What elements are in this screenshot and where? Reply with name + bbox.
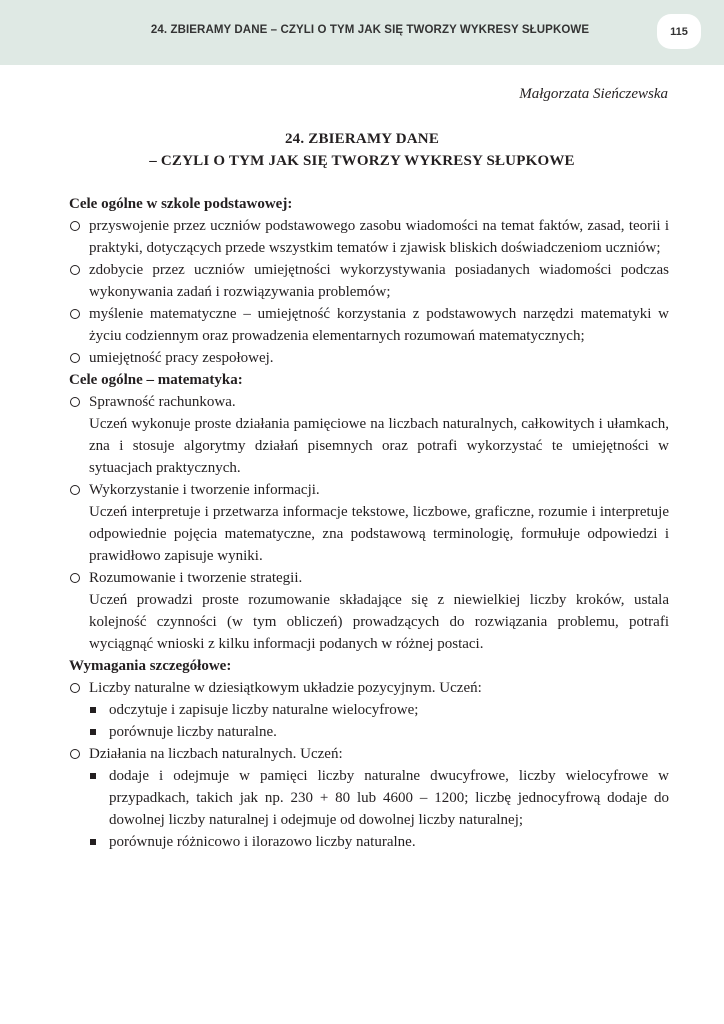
square-bullet-icon [90, 773, 96, 779]
list-item: Sprawność rachunkowa. [69, 391, 669, 413]
goal-description: Uczeń wykonuje proste działania pamięciowe na liczbach naturalnych, całkowitych i ułamkach, zna i stosuje algorytmy działań pisemnych oraz potrafi wykorzystać te umiejętności w sytuacjach praktycznych. [89, 416, 669, 476]
author: Małgorzata Sieńczewska [519, 86, 668, 102]
page-title-line-1: 24. ZBIERAMY DANE [284, 131, 440, 147]
running-header: 24. ZBIERAMY DANE – CZYLI O TYM JAK SIĘ TWORZY WYKRESY SŁUPKOWE [150, 24, 590, 36]
square-bullet-icon [90, 707, 96, 713]
list-item: Rozumowanie i tworzenie strategii. [69, 567, 669, 589]
circle-bullet-icon [70, 309, 80, 319]
sub-list-item: porównuje różnicowo i ilorazowo liczby naturalne. [69, 831, 669, 853]
section-heading-goals-school: Cele ogólne w szkole podstawowej: [69, 196, 293, 212]
circle-bullet-icon [70, 749, 80, 759]
circle-bullet-icon [70, 485, 80, 495]
circle-bullet-icon [70, 573, 80, 583]
square-bullet-icon [90, 729, 96, 735]
section-heading-requirements: Wymagania szczegółowe: [69, 658, 232, 674]
page-number: 115 [657, 14, 701, 49]
list-item: myślenie matematyczne – umiejętność korzystania z podstawowych narzędzi matematyki w życiu codziennym oraz prowadzenia elementarnych rozumowań matematycznych; [69, 303, 669, 347]
list-item: umiejętność pracy zespołowej. [69, 347, 669, 369]
body-content [69, 193, 669, 853]
sub-list-item: porównuje liczby naturalne. [69, 721, 669, 743]
list-item: Liczby naturalne w dziesiątkowym układzie pozycyjnym. Uczeń: [69, 677, 669, 699]
square-bullet-icon [90, 839, 96, 845]
list-item: Wykorzystanie i tworzenie informacji. [69, 479, 669, 501]
goal-description: Uczeń interpretuje i przetwarza informacje tekstowe, liczbowe, graficzne, rozumie i interpretuje odpowiednie pojęcia matematyczne, zna podstawową terminologię, formułuje odpowiedzi i prawidłowo zapisuje wyniki. [89, 504, 669, 564]
list-item: zdobycie przez uczniów umiejętności wykorzystywania posiadanych wiadomości podczas wykonywania zadań i rozwiązywania problemów; [69, 259, 669, 303]
goal-description: Uczeń prowadzi proste rozumowanie składające się z niewielkiej liczby kroków, ustala kolejność czynności (w tym obliczeń) prowadzących do rozwiązania problemu, potrafi wyciągnąć wnioski z kilku informacji podanych w różnej postaci. [89, 592, 669, 652]
circle-bullet-icon [70, 397, 80, 407]
circle-bullet-icon [70, 353, 80, 363]
sub-list-item: odczytuje i zapisuje liczby naturalne wielocyfrowe; [69, 699, 669, 721]
section-heading-goals-math: Cele ogólne – matematyka: [69, 372, 243, 388]
circle-bullet-icon [70, 221, 80, 231]
page-title-line-2: – CZYLI O TYM JAK SIĘ TWORZY WYKRESY SŁUPKOWE [149, 153, 575, 169]
sub-list-item: dodaje i odejmuje w pamięci liczby naturalne dwucyfrowe, liczby wielocyfrowe w przypadkach, takich jak np. 230 + 80 lub 4600 – 1200; liczbę jednocyfrową dodaje do dowolnej liczby naturalnej i odejmuje od dowolnej liczby naturalnej; [69, 765, 669, 831]
list-item: przyswojenie przez uczniów podstawowego zasobu wiadomości na temat faktów, zasad, teorii i praktyki, dotyczących przede wszystkim tematów i zjawisk bliskich doświadczeniom uczniów; [69, 215, 669, 259]
circle-bullet-icon [70, 265, 80, 275]
circle-bullet-icon [70, 683, 80, 693]
list-item: Działania na liczbach naturalnych. Uczeń: [69, 743, 669, 765]
